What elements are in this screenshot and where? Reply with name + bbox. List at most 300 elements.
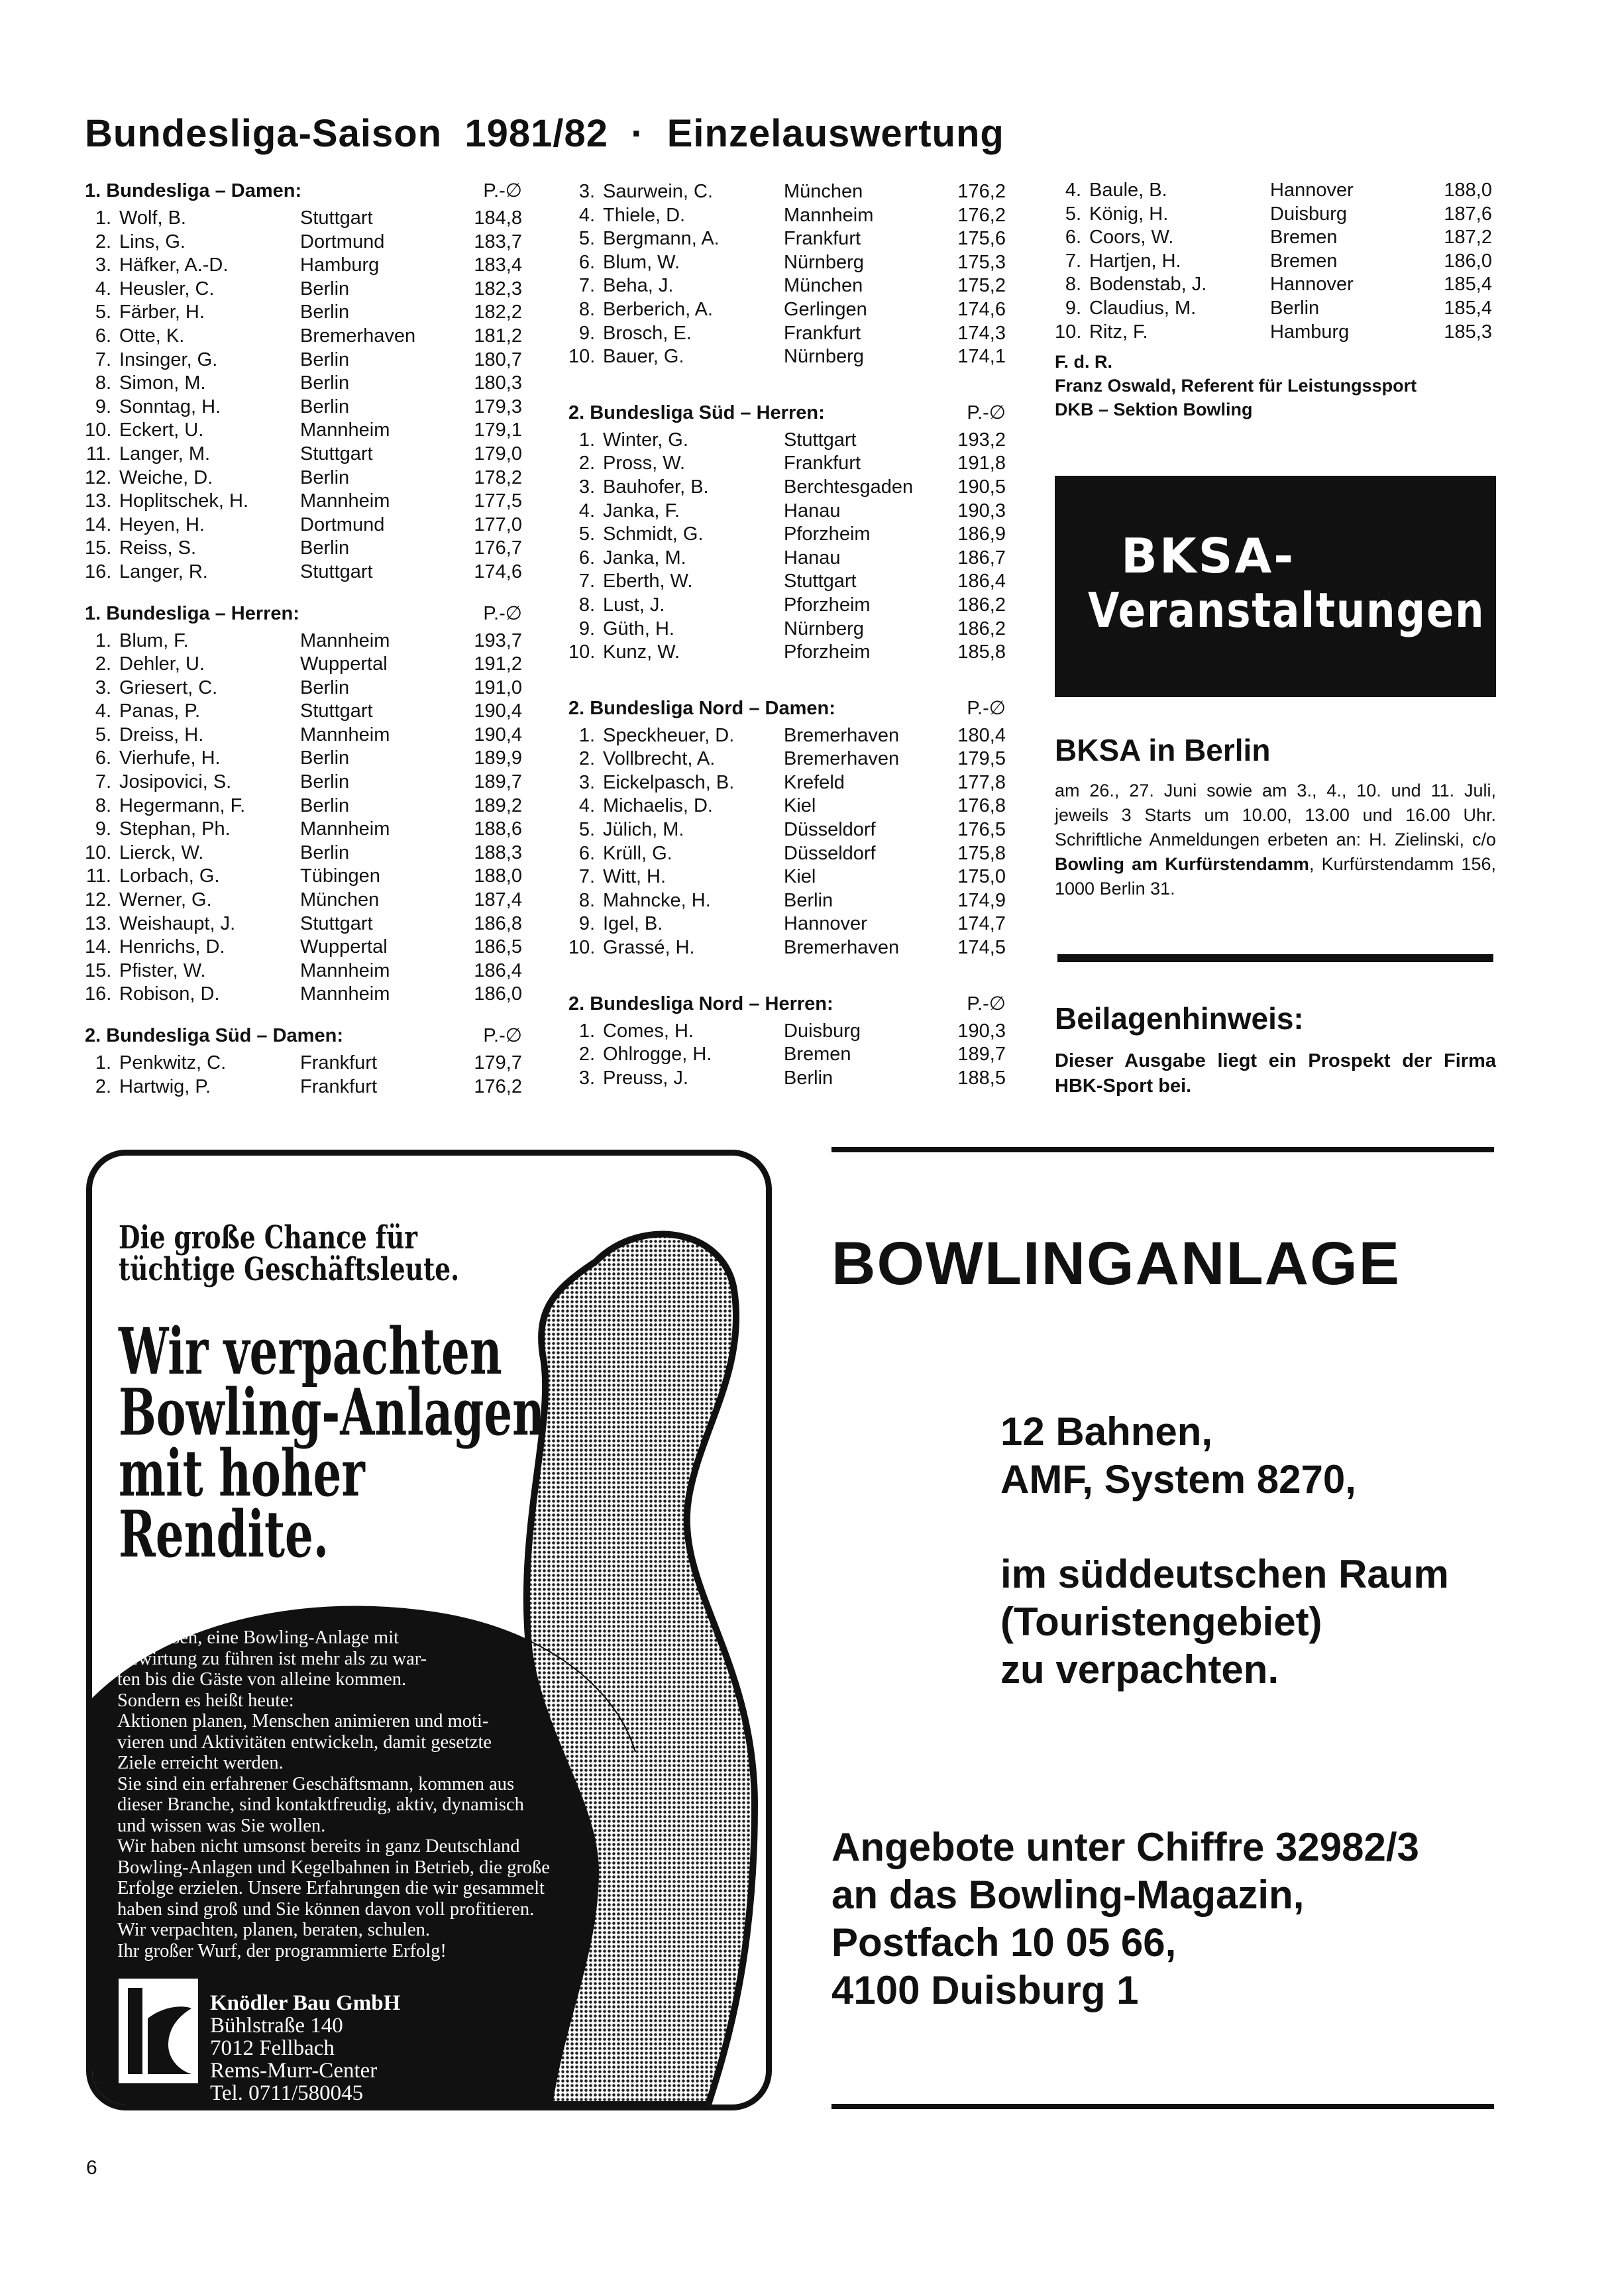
table-row [85, 231, 535, 254]
rank: 4. [578, 500, 595, 521]
classified-line: (Touristengebiet) [1000, 1600, 1322, 1644]
rank: 7. [578, 571, 595, 592]
player-name: Berberich, A. [603, 298, 714, 320]
headline-line: Rendite. [119, 1497, 329, 1572]
player-name: Reiss, S. [119, 537, 197, 559]
rank: 2. [95, 231, 111, 252]
player-name: Baule, B. [1089, 180, 1167, 201]
club-city: Hamburg [300, 254, 380, 276]
player-name: Hegermann, F. [119, 794, 246, 816]
table-row [85, 747, 535, 771]
section-gap [85, 584, 535, 602]
player-name: Vierhufe, H. [119, 747, 221, 769]
table-row [85, 700, 535, 724]
table-row [568, 889, 1019, 913]
classified-line: Postfach 10 05 66, [831, 1920, 1177, 1965]
average-score: 183,4 [474, 254, 522, 276]
rank: 3. [578, 181, 595, 202]
classified-line: an das Bowling-Magazin, [831, 1873, 1305, 1917]
rank: 3. [95, 677, 111, 698]
club-city: Frankfurt [300, 1075, 378, 1097]
player-name: Kunz, W. [603, 641, 680, 663]
column-label-average: P.-∅ [967, 697, 1006, 719]
club-city: Wuppertal [300, 936, 388, 958]
player-name: Blum, W. [603, 251, 680, 273]
results-column-2 [568, 180, 1019, 1090]
club-city: Dortmund [300, 514, 385, 535]
average-score: 190,4 [474, 700, 522, 722]
average-score: 178,2 [474, 466, 522, 488]
table-row [1055, 297, 1505, 321]
table-row [568, 500, 1019, 523]
average-score: 175,2 [957, 275, 1006, 297]
average-score: 180,7 [474, 349, 522, 370]
rank: 10. [1055, 321, 1082, 343]
table-row [568, 298, 1019, 322]
table-row [568, 274, 1019, 298]
average-score: 174,9 [957, 889, 1006, 911]
player-name: Thiele, D. [603, 204, 686, 226]
player-name: Comes, H. [603, 1020, 694, 1042]
club-city: Stuttgart [300, 561, 373, 582]
ad-body-line: Aktionen planen, Menschen animieren und moti- [117, 1711, 489, 1731]
signature-line: DKB – Sektion Bowling [1055, 400, 1253, 419]
club-city: Berlin [300, 771, 350, 793]
section-title: 2. Bundesliga Nord – Damen: [568, 697, 835, 719]
player-name: Lins, G. [119, 231, 186, 252]
classified-line: im süddeutschen Raum [1000, 1552, 1449, 1596]
club-city: Hamburg [1270, 321, 1350, 343]
address-line: Rems-Murr-Center [210, 2059, 378, 2083]
average-score: 187,6 [1444, 203, 1492, 225]
table-row [568, 641, 1019, 665]
ad-body-line: und wissen was Sie wollen. [117, 1815, 326, 1836]
player-name: Mahncke, H. [603, 889, 711, 911]
average-score: 186,5 [474, 936, 522, 958]
average-score: 180,3 [474, 372, 522, 394]
average-score: 188,3 [474, 842, 522, 863]
section-heading [568, 401, 1019, 425]
club-city: Bremen [1270, 227, 1338, 248]
rank: 1. [578, 724, 595, 746]
player-name: Panas, P. [119, 700, 201, 722]
player-name: Ritz, F. [1089, 321, 1148, 343]
player-name: Penkwitz, C. [119, 1052, 227, 1073]
page-number: 6 [86, 2157, 97, 2179]
ad-body-line: Wir haben nicht umsonst bereits in ganz Deutschland [117, 1836, 520, 1857]
player-name: Griesert, C. [119, 677, 218, 698]
club-city: Pforzheim [784, 523, 871, 545]
average-score: 188,0 [474, 865, 522, 887]
club-city: Nürnberg [784, 346, 864, 368]
club-city: Kiel [784, 866, 816, 888]
rank: 3. [578, 1067, 595, 1089]
classified-line: 12 Bahnen, [1000, 1409, 1213, 1454]
rank: 13. [85, 912, 112, 934]
rank: 2. [578, 748, 595, 770]
table-row [1055, 226, 1505, 250]
club-city: München [784, 275, 863, 297]
page-title: Bundesliga-Saison 1981/82 · Einzelauswertung [85, 112, 1004, 155]
club-city: Kiel [784, 795, 816, 817]
ad-body-line: haben sind groß und Sie können davon voll profitieren. [117, 1898, 535, 1920]
rank: 10. [85, 419, 112, 441]
classified-block-1 [1000, 1408, 1356, 1503]
average-score: 191,8 [957, 453, 1006, 474]
club-city: Dortmund [300, 231, 385, 252]
table-row [1055, 273, 1505, 297]
rank: 1. [95, 629, 111, 651]
section-title: 1. Bundesliga – Damen: [85, 180, 302, 201]
table-row [85, 818, 535, 842]
player-name: Janka, F. [603, 500, 680, 521]
rank: 5. [95, 301, 111, 323]
club-city: Mannheim [300, 629, 390, 651]
club-city: Berlin [300, 677, 350, 698]
average-score: 179,1 [474, 419, 522, 441]
rank: 6. [578, 842, 595, 864]
classified-line: Angebote unter Chiffre 32982/3 [831, 1825, 1419, 1869]
ad-body-text [117, 1627, 608, 1961]
rank: 7. [578, 866, 595, 888]
table-row [85, 889, 535, 912]
rank: 11. [85, 865, 111, 887]
player-name: Bauhofer, B. [603, 476, 709, 498]
table-row [568, 618, 1019, 641]
player-name: Claudius, M. [1089, 297, 1197, 319]
insert-notice-text: Dieser Ausgabe liegt ein Prospekt der Firma HBK-Sport bei. [1055, 1050, 1496, 1097]
average-score: 182,3 [474, 278, 522, 300]
club-city: Bremerhaven [784, 748, 900, 770]
club-city: Berlin [300, 278, 350, 300]
average-score: 176,2 [474, 1075, 522, 1097]
player-name: Vollbrecht, A. [603, 748, 716, 770]
average-score: 174,6 [474, 561, 522, 582]
rank: 5. [578, 523, 595, 545]
rank: 10. [568, 346, 596, 368]
rank: 4. [95, 700, 111, 722]
results-column-1 [85, 179, 535, 1099]
average-score: 188,5 [957, 1067, 1006, 1089]
table-row [1055, 203, 1505, 227]
average-score: 175,6 [957, 228, 1006, 250]
club-city: Berlin [300, 842, 350, 863]
average-score: 175,3 [957, 251, 1006, 273]
average-score: 183,7 [474, 231, 522, 252]
table-row [568, 594, 1019, 618]
club-city: Berlin [300, 537, 350, 559]
average-score: 189,9 [474, 747, 522, 769]
classified-block-2 [1000, 1551, 1449, 1694]
club-city: Berchtesgaden [784, 476, 914, 498]
table-row [568, 322, 1019, 346]
table-row [568, 570, 1019, 594]
section-gap [568, 665, 1019, 696]
classified-line: 4100 Duisburg 1 [831, 1968, 1139, 2012]
rank: 2. [578, 1044, 595, 1066]
rank: 5. [578, 819, 595, 841]
signature-block [1055, 350, 1417, 421]
table-row [85, 983, 535, 1007]
section-gap [568, 960, 1019, 992]
player-name: Pfister, W. [119, 959, 206, 981]
rank: 5. [1065, 203, 1081, 225]
player-name: Speckheuer, D. [603, 724, 735, 746]
table-row [85, 771, 535, 794]
section-gap [568, 369, 1019, 401]
player-name: Insinger, G. [119, 349, 218, 370]
section-gap [85, 1007, 535, 1024]
table-row [568, 1067, 1019, 1091]
table-row [568, 204, 1019, 228]
player-name: König, H. [1089, 203, 1169, 225]
table-row [85, 325, 535, 349]
rank: 10. [85, 842, 112, 863]
table-row [85, 490, 535, 514]
rank: 5. [95, 724, 111, 745]
table-row [568, 865, 1019, 889]
average-score: 191,2 [474, 653, 522, 675]
table-row [568, 1043, 1019, 1067]
rank: 13. [85, 490, 112, 512]
average-score: 186,0 [474, 983, 522, 1005]
player-name: Coors, W. [1089, 227, 1174, 248]
rank: 9. [95, 818, 111, 840]
table-row [568, 1020, 1019, 1044]
table-row [85, 301, 535, 325]
table-row [85, 865, 535, 889]
rank: 10. [568, 641, 596, 663]
headline-line: Die große Chance für [119, 1219, 417, 1256]
table-row [568, 747, 1019, 771]
table-row [85, 254, 535, 278]
player-name: Eckert, U. [119, 419, 204, 441]
rank: 6. [95, 325, 111, 347]
player-name: Färber, H. [119, 301, 205, 323]
club-city: Bremen [784, 1044, 851, 1066]
club-city: Berlin [784, 889, 833, 911]
rank: 4. [578, 795, 595, 817]
rank: 9. [1065, 297, 1081, 319]
club-city: München [300, 889, 380, 911]
player-name: Eickelpasch, B. [603, 771, 735, 793]
table-row [85, 207, 535, 231]
club-city: Berlin [784, 1067, 833, 1089]
club-city: Mannheim [300, 983, 390, 1005]
text-part: , Kurfürstendamm 156, 1000 Berlin 31. [1055, 854, 1496, 899]
section-heading [85, 179, 535, 203]
player-name: Weishaupt, J. [119, 912, 236, 934]
average-score: 176,8 [957, 795, 1006, 817]
club-city: Hannover [1270, 180, 1354, 201]
address-line: 7012 Fellbach [210, 2036, 335, 2060]
divider [831, 1147, 1494, 1152]
average-score: 186,4 [474, 959, 522, 981]
table-row [568, 429, 1019, 453]
club-city: Berlin [300, 466, 350, 488]
column-label-average: P.-∅ [483, 1025, 522, 1046]
average-score: 190,5 [957, 476, 1006, 498]
column-label-average: P.-∅ [967, 402, 1006, 423]
rank: 12. [85, 889, 112, 911]
player-name: Janka, M. [603, 547, 686, 569]
club-city: Gerlingen [784, 298, 867, 320]
table-row [85, 537, 535, 561]
average-score: 179,3 [474, 396, 522, 417]
table-row [568, 476, 1019, 500]
average-score: 186,7 [957, 547, 1006, 569]
average-score: 179,5 [957, 748, 1006, 770]
ad-body-line: Bewirtung zu führen ist mehr als zu war- [117, 1648, 427, 1669]
player-name: Lierck, W. [119, 842, 204, 863]
rank: 7. [578, 275, 595, 297]
ad-body-line: ten bis die Gäste von alleine kommen. [117, 1669, 407, 1690]
average-score: 190,3 [957, 500, 1006, 521]
club-city: Frankfurt [784, 228, 861, 250]
club-city: Krefeld [784, 771, 845, 793]
table-row [568, 251, 1019, 275]
player-name: Jülich, M. [603, 819, 684, 841]
club-city: Mannheim [784, 204, 874, 226]
player-name: Krüll, G. [603, 842, 672, 864]
club-city: Hanau [784, 500, 841, 521]
club-city: Mannheim [300, 419, 390, 441]
address-line: Bühlstraße 140 [210, 2014, 343, 2038]
club-city: Pforzheim [784, 594, 871, 616]
average-score: 174,3 [957, 322, 1006, 344]
table-row [568, 523, 1019, 547]
player-name: Grassé, H. [603, 937, 695, 959]
rank: 6. [578, 251, 595, 273]
club-city: Berlin [1270, 297, 1320, 319]
player-name: Hartjen, H. [1089, 250, 1181, 272]
club-city: Tübingen [300, 865, 380, 887]
average-score: 188,6 [474, 818, 522, 840]
player-name: Robison, D. [119, 983, 220, 1005]
player-name: Hoplitschek, H. [119, 490, 249, 512]
club-city: Frankfurt [784, 322, 861, 344]
ad-body-line: Wir verpachten, planen, beraten, schulen. [117, 1920, 431, 1940]
average-score: 177,8 [957, 771, 1006, 793]
player-name: Josipovici, S. [119, 771, 232, 793]
rank: 6. [1065, 227, 1081, 248]
table-row [85, 842, 535, 865]
rank: 2. [95, 653, 111, 675]
club-city: Hannover [784, 913, 867, 935]
average-score: 186,9 [957, 523, 1006, 545]
player-name: Werner, G. [119, 889, 212, 911]
column-label-average: P.-∅ [967, 993, 1006, 1014]
club-city: Bremerhaven [784, 724, 900, 746]
club-city: Stuttgart [784, 429, 857, 451]
player-name: Hartwig, P. [119, 1075, 211, 1097]
club-city: Hannover [1270, 274, 1354, 296]
headline-line: tüchtige Geschäftsleute. [119, 1251, 460, 1288]
classified-block-3 [831, 1824, 1419, 2014]
club-city: Frankfurt [300, 1052, 378, 1073]
rank: 10. [568, 937, 596, 959]
average-score: 182,2 [474, 301, 522, 323]
player-name: Preuss, J. [603, 1067, 688, 1089]
player-name: Igel, B. [603, 913, 663, 935]
classified-line: zu verpachten. [1000, 1647, 1279, 1692]
rank: 4. [95, 278, 111, 300]
player-name: Lorbach, G. [119, 865, 220, 887]
table-row [85, 349, 535, 372]
divider [831, 2104, 1494, 2109]
rank: 16. [85, 561, 112, 582]
club-city: Berlin [300, 396, 350, 417]
table-row [568, 842, 1019, 866]
average-score: 174,1 [957, 346, 1006, 368]
average-score: 179,7 [474, 1052, 522, 1073]
rank: 9. [578, 618, 595, 639]
column-label-average: P.-∅ [483, 602, 522, 624]
average-score: 193,7 [474, 629, 522, 651]
table-row [568, 912, 1019, 936]
classified-heading: BOWLINGANLAGE [831, 1230, 1401, 1297]
section-title: 2. Bundesliga Süd – Damen: [85, 1025, 343, 1046]
rank: 1. [578, 1020, 595, 1042]
section-heading [85, 1024, 535, 1048]
rank: 3. [95, 254, 111, 276]
club-city: Stuttgart [300, 207, 373, 229]
table-row [85, 794, 535, 818]
club-city: Nürnberg [784, 618, 864, 639]
column-label-average: P.-∅ [483, 180, 522, 201]
club-city: Berlin [300, 794, 350, 816]
results-column-3 [1055, 179, 1505, 344]
rank: 5. [578, 228, 595, 250]
rank: 16. [85, 983, 112, 1005]
headline-line: mit hoher [119, 1436, 365, 1511]
rank: 1. [95, 1052, 111, 1073]
table-row [85, 936, 535, 959]
average-score: 189,7 [474, 771, 522, 793]
text-part: am 26., 27. Juni sowie am 3., 4., 10. und 11. Juli, jeweils 3 Starts um 10.00, 13.00 und 16.00 Uhr. Schriftliche Anmeldungen erbeten an: H. Zielinski, c/o [1055, 781, 1496, 849]
ad-body-line: Erfolge erzielen. Unsere Erfahrungen die wir gesammelt [117, 1878, 545, 1898]
average-score: 181,2 [474, 325, 522, 347]
player-name: Langer, R. [119, 561, 208, 582]
rank: 9. [578, 913, 595, 935]
ad-body-line: Ziele erreicht werden. [117, 1753, 284, 1773]
ad-body-line: Sie wissen, eine Bowling-Anlage mit [117, 1627, 400, 1648]
section-heading [568, 992, 1019, 1016]
club-city: Mannheim [300, 959, 390, 981]
rank: 4. [1065, 180, 1081, 201]
table-row [1055, 250, 1505, 274]
average-score: 186,4 [957, 571, 1006, 592]
section-title: 2. Bundesliga Süd – Herren: [568, 402, 825, 423]
average-score: 174,6 [957, 298, 1006, 320]
table-row [85, 278, 535, 301]
table-row [85, 419, 535, 443]
average-score: 185,4 [1444, 297, 1492, 319]
rank: 9. [578, 322, 595, 344]
table-row [568, 180, 1019, 204]
club-city: Berlin [300, 301, 350, 323]
average-score: 190,3 [957, 1020, 1006, 1042]
club-city: Frankfurt [784, 453, 861, 474]
average-score: 185,4 [1444, 274, 1492, 296]
table-row [85, 677, 535, 700]
rank: 1. [578, 429, 595, 451]
headline-line: Bowling-Anlagen [119, 1375, 545, 1450]
table-row [85, 372, 535, 396]
ad-headline-small [119, 1219, 460, 1288]
club-city: München [784, 181, 863, 202]
table-row [568, 345, 1019, 369]
